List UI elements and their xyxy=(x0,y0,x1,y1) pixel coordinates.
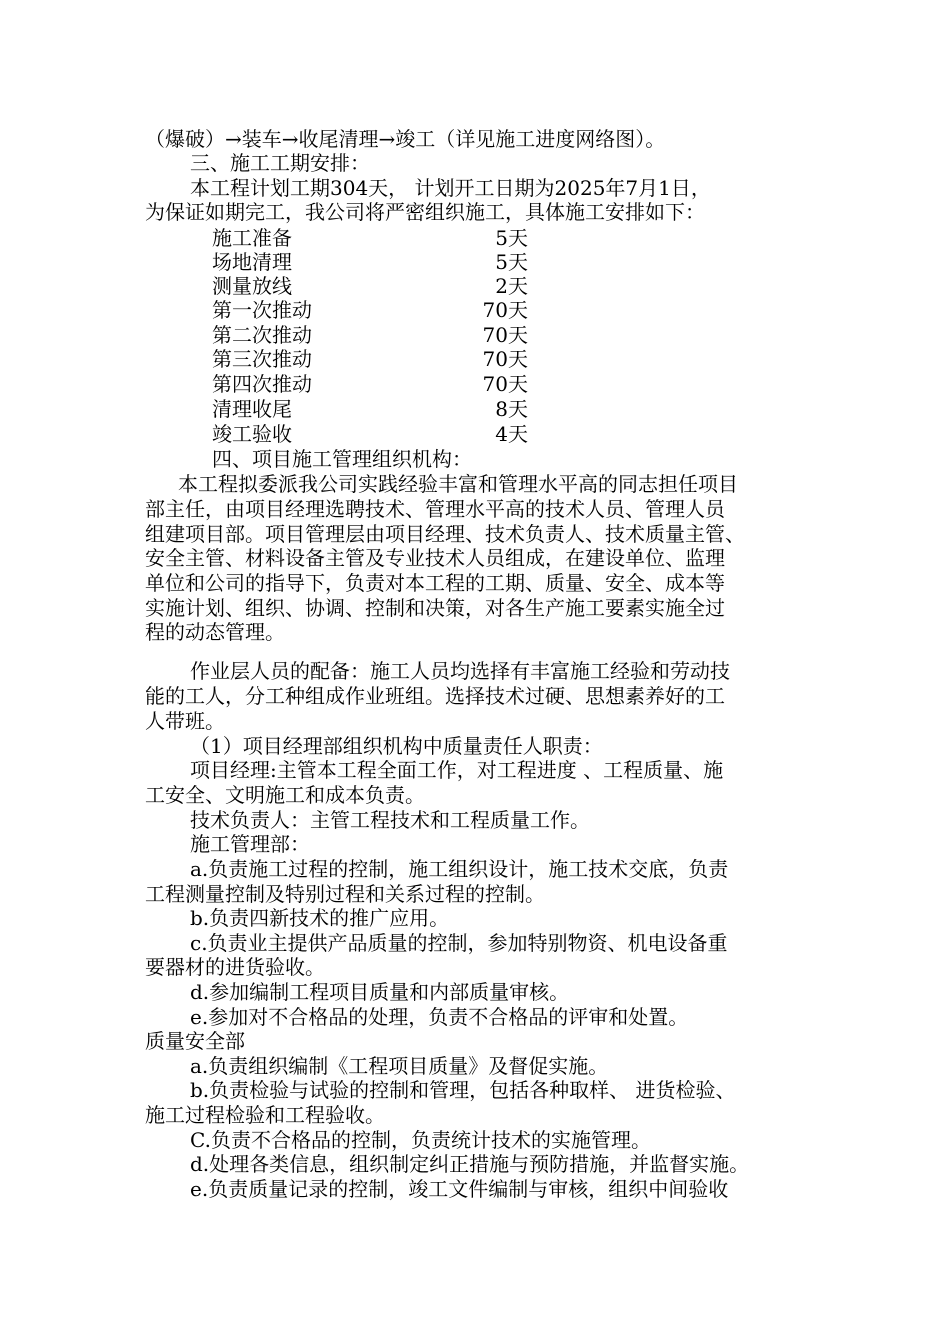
construction-dept-item-d: d.参加编制工程项目质量和内部质量审核。 xyxy=(190,980,570,1004)
schedule-days: 8天 xyxy=(495,397,528,421)
construction-dept-item-c-line-2: 要器材的进货验收。 xyxy=(145,955,325,979)
section-4-para1-line: 部主任，由项目经理选聘技术、管理水平高的技术人员、管理人员 xyxy=(145,497,725,521)
construction-dept-item-e: e.参加对不合格品的处理，负责不合格品的评审和处置。 xyxy=(190,1005,689,1029)
schedule-task: 第二次推动 xyxy=(212,323,312,347)
schedule-days: 70天 xyxy=(482,298,528,322)
quality-safety-item-b-line-1: b.负责检验与试验的控制和管理，包括各种取样、 进货检验、 xyxy=(190,1078,736,1102)
schedule-task: 场地清理 xyxy=(212,250,292,274)
schedule-task: 施工准备 xyxy=(212,226,292,250)
schedule-task: 第四次推动 xyxy=(212,372,312,396)
section-3-para-line-1: 本工程计划工期304天， 计划开工日期为2025年7月1日， xyxy=(190,176,711,200)
section-3-heading: 三、施工工期安排： xyxy=(190,151,370,175)
section-4-para1-line: 单位和公司的指导下，负责对本工程的工期、质量、安全、成本等 xyxy=(145,571,725,595)
quality-safety-item-b-line-2: 施工过程检验和工程验收。 xyxy=(145,1103,385,1127)
section-4-para1-line: 安全主管、材料设备主管及专业技术人员组成，在建设单位、监理 xyxy=(145,546,725,570)
project-manager-line-1: 项目经理:主管本工程全面工作，对工程进度 、工程质量、施 xyxy=(190,758,724,782)
schedule-days: 2天 xyxy=(495,274,528,298)
section-3-para-line-2: 为保证如期完工，我公司将严密组织施工，具体施工安排如下： xyxy=(145,200,705,224)
project-manager-line-2: 工安全、文明施工和成本负责。 xyxy=(145,783,425,807)
section-4-para1-line: 本工程拟委派我公司实践经验丰富和管理水平高的同志担任项目 xyxy=(178,472,738,496)
quality-safety-item-a: a.负责组织编制《工程项目质量》及督促实施。 xyxy=(190,1054,609,1078)
section-4-heading: 四、项目施工管理组织机构： xyxy=(212,447,472,471)
section-4-para1-line: 组建项目部。项目管理层由项目经理、技术负责人、技术质量主管、 xyxy=(145,522,745,546)
quality-safety-item-d: d.处理各类信息，组织制定纠正措施与预防措施，并监督实施。 xyxy=(190,1152,750,1176)
section-4-para1-line: 实施计划、组织、协调、控制和决策，对各生产施工要素实施全过 xyxy=(145,596,725,620)
schedule-days: 4天 xyxy=(495,422,528,446)
technical-lead-line: 技术负责人：主管工程技术和工程质量工作。 xyxy=(190,808,590,832)
quality-safety-item-c: C.负责不合格品的控制，负责统计技术的实施管理。 xyxy=(190,1128,651,1152)
construction-dept-item-b: b.负责四新技术的推广应用。 xyxy=(190,906,450,930)
quality-safety-dept-heading: 质量安全部 xyxy=(145,1029,245,1053)
construction-dept-item-a-line-2: 工程测量控制及特别过程和关系过程的控制。 xyxy=(145,882,545,906)
schedule-days: 5天 xyxy=(495,250,528,274)
schedule-task: 竣工验收 xyxy=(212,422,292,446)
schedule-days: 70天 xyxy=(482,323,528,347)
sub-heading-1: （1）项目经理部组织机构中质量责任人职责： xyxy=(190,734,603,758)
schedule-days: 5天 xyxy=(495,226,528,250)
construction-dept-item-c-line-1: c.负责业主提供产品质量的控制，参加特别物资、机电设备重 xyxy=(190,931,728,955)
schedule-days: 70天 xyxy=(482,347,528,371)
quality-safety-item-e: e.负责质量记录的控制，竣工文件编制与审核，组织中间验收 xyxy=(190,1177,729,1201)
schedule-task: 测量放线 xyxy=(212,274,292,298)
construction-dept-item-a-line-1: a.负责施工过程的控制，施工组织设计，施工技术交底，负责 xyxy=(190,857,729,881)
construction-dept-heading: 施工管理部： xyxy=(190,832,310,856)
schedule-days: 70天 xyxy=(482,372,528,396)
schedule-task: 第一次推动 xyxy=(212,298,312,322)
intro-line: （爆破）→装车→收尾清理→竣工（详见施工进度网络图）。 xyxy=(145,127,666,151)
schedule-task: 第三次推动 xyxy=(212,347,312,371)
staffing-para-line: 能的工人，分工种组成作业班组。选择技术过硬、思想素养好的工 xyxy=(145,684,725,708)
staffing-para-line: 作业层人员的配备：施工人员均选择有丰富施工经验和劳动技 xyxy=(190,659,730,683)
section-4-para1-line: 程的动态管理。 xyxy=(145,620,285,644)
staffing-para-line: 人带班。 xyxy=(145,709,225,733)
schedule-task: 清理收尾 xyxy=(212,397,292,421)
